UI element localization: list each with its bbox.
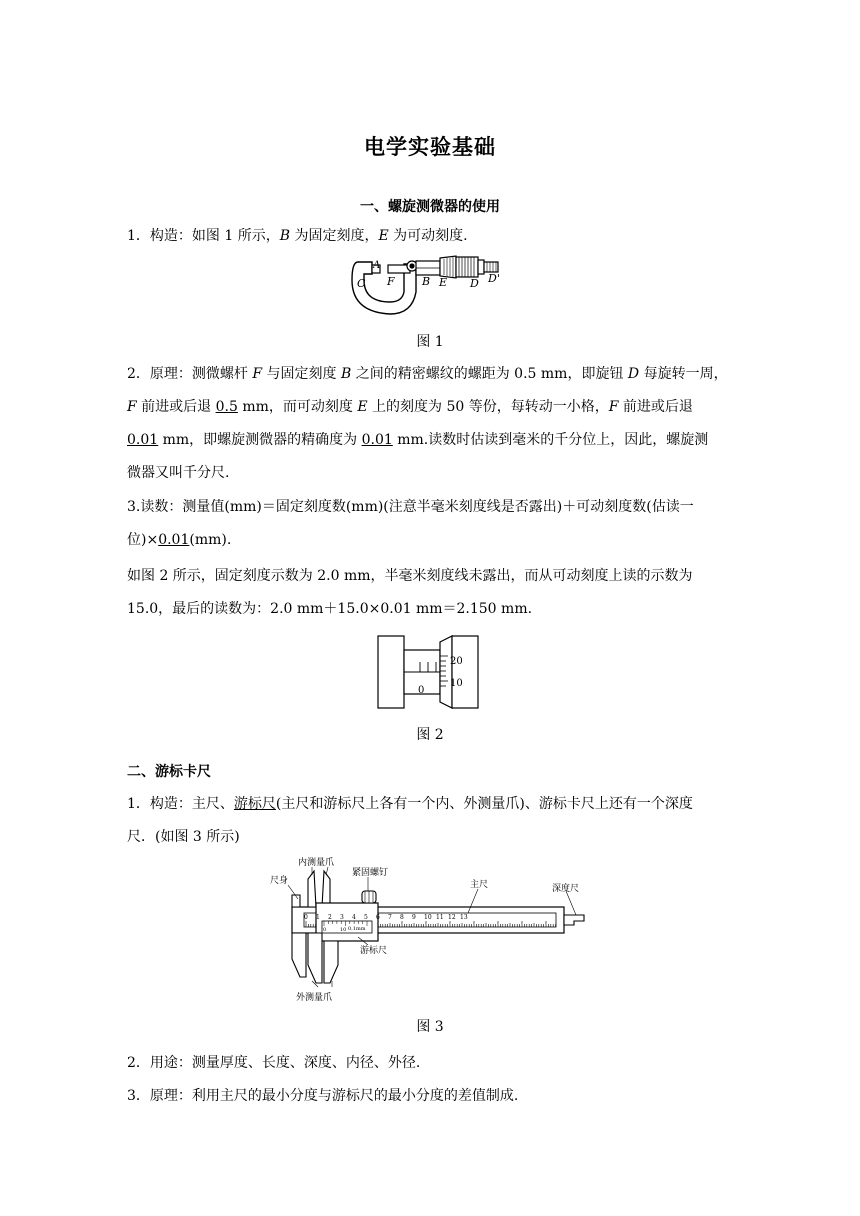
fig1-label-d: D: [470, 277, 479, 290]
fig2-label-0: 0: [418, 685, 425, 696]
fig3-scale-number: 6: [376, 914, 380, 921]
fig3-label-vernier: 游标尺: [360, 946, 388, 956]
fig1-label-e: E: [439, 276, 448, 289]
figure-1-micrometer: [350, 252, 520, 322]
fig3-scale-number: 8: [400, 914, 404, 921]
figure-2-micrometer-reading: [376, 634, 486, 714]
fig3-label-body: 尺身: [270, 876, 289, 886]
figure-1-caption: 图 1: [416, 334, 444, 350]
section-heading-vernier-caliper: 二、游标卡尺: [127, 764, 211, 780]
fig3-scale-number: 5: [364, 914, 368, 921]
fig3-scale-number: 12: [448, 914, 456, 921]
paragraph-caliper-usage: 2．用途：测量厚度、长度、深度、内径、外径.: [127, 1055, 421, 1071]
fig3-label-main-scale: 主尺: [470, 880, 489, 890]
paragraph-principle-line-1: 2．原理：测微螺杆 F 与固定刻度 B 之间的精密螺纹的螺距为 0.5 mm，即旋钮 D 每旋转一周，: [127, 366, 728, 382]
fig3-label-inner-jaw: 内测量爪: [298, 858, 335, 868]
paragraph-reading-line-1: 3.读数：测量值(mm)＝固定刻度数(mm)(注意半毫米刻度线是否露出)＋可动刻度数(估读一: [127, 499, 694, 515]
fig3-scale-number: 10: [424, 914, 432, 921]
paragraph-caliper-structure-line-1: 1．构造：主尺、游标尺(主尺和游标尺上各有一个内、外测量爪)、游标卡尺上还有一个深度: [127, 796, 693, 812]
paragraph-principle-line-3: 0.01 mm，即螺旋测微器的精确度为 0.01 mm.读数时估读到毫米的千分位上，因此，螺旋测: [127, 432, 709, 448]
paragraph-example-line-2: 15.0，最后的读数为：2.0 mm＋15.0×0.01 mm＝2.150 mm.: [127, 601, 533, 617]
fig3-scale-number: 9: [412, 914, 416, 921]
fig3-label-unit: 0.1mm: [348, 926, 366, 932]
paragraph-caliper-structure-line-2: 尺．(如图 3 所示): [127, 829, 240, 845]
fig3-scale-number: 13: [460, 914, 468, 921]
paragraph-caliper-principle: 3．原理：利用主尺的最小分度与游标尺的最小分度的差值制成.: [127, 1088, 519, 1104]
fig3-scale-number: 2: [328, 914, 332, 921]
fig3-scale-number: 3: [340, 914, 344, 921]
paragraph-structure: 1．构造：如图 1 所示，B 为固定刻度，E 为可动刻度.: [127, 228, 468, 244]
fig3-label-vernier-0: 0: [323, 927, 327, 933]
section-heading-micrometer: 一、螺旋测微器的使用: [360, 199, 500, 215]
fig1-label-b: B: [422, 275, 431, 288]
fig3-scale-number: 11: [436, 914, 444, 921]
fig1-label-a: A: [373, 260, 381, 271]
fig3-label-vernier-10: 10: [340, 927, 347, 933]
paragraph-principle-line-2: F 前进或后退 0.5 mm，而可动刻度 E 上的刻度为 50 等份，每转动一小格，F 前进或后退: [127, 399, 693, 415]
paragraph-principle-line-4: 微器又叫千分尺.: [127, 465, 230, 481]
paragraph-example-line-1: 如图 2 所示，固定刻度示数为 2.0 mm，半毫米刻度线未露出，而从可动刻度上读的示数为: [127, 568, 693, 584]
fig3-label-outer-jaw: 外测量爪: [296, 993, 333, 1003]
fig3-label-screw: 紧固螺钉: [352, 868, 389, 878]
paragraph-reading-line-2: 位)×0.01(mm).: [127, 532, 232, 548]
fig3-scale-number: 7: [388, 914, 392, 921]
fig1-label-c: C: [357, 277, 366, 290]
fig1-label-d-prime: D': [488, 272, 500, 285]
fig2-label-20: 20: [450, 656, 463, 667]
fig3-scale-number: 1: [316, 914, 320, 921]
fig2-label-10: 10: [450, 678, 463, 689]
fig3-scale-number: 4: [352, 914, 356, 921]
figure-3-caption: 图 3: [416, 1019, 444, 1035]
figure-3-vernier-caliper: [268, 855, 588, 1003]
page-title: 电学实验基础: [364, 135, 496, 159]
fig1-label-f: F: [387, 275, 395, 288]
fig3-label-depth: 深度尺: [552, 884, 580, 894]
figure-2-caption: 图 2: [416, 727, 444, 743]
fig3-scale-number: 0: [304, 914, 308, 921]
